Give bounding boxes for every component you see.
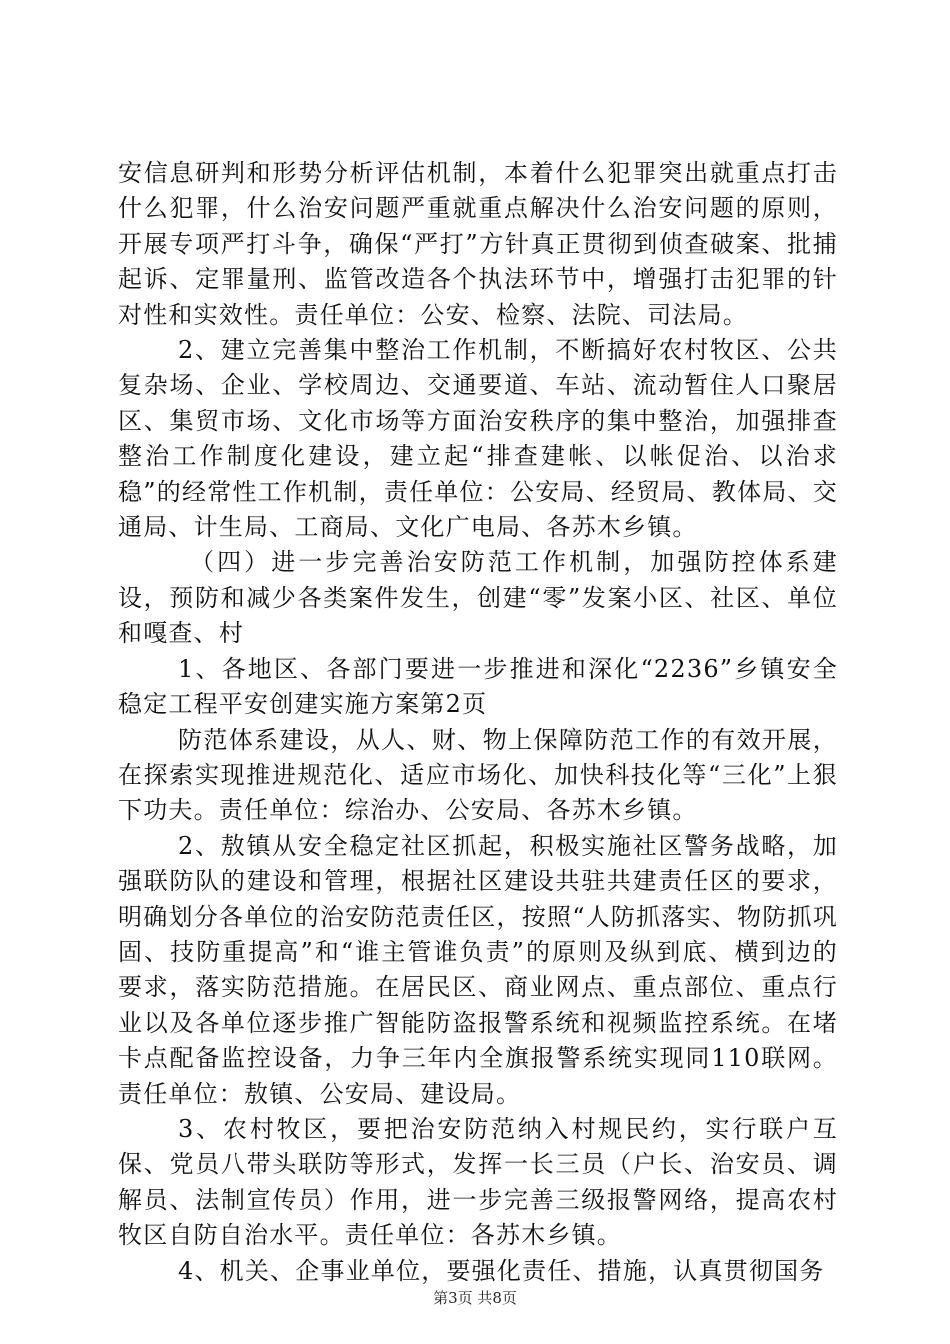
paragraph-prevention-system: 防范体系建设，从人、财、物上保障防范工作的有效开展，在探索实现推进规范化、适应市场化、加快科技化等“三化”上狠下功夫。责任单位：综治办、公安局、各苏木乡镇。	[118, 725, 838, 825]
page-footer: 第3页 共8页	[433, 1289, 517, 1307]
paragraph-item-2-community: 2、敖镇从安全稳定社区抓起，积极实施社区警务战略，加强联防队的建设和管理，根据社区建设共驻共建责任区的要求，明确划分各单位的治安防范责任区，按照“人防抓落实、物防抓巩固、技防重提高”和“谁主管谁负责”的原则及纵到底、横到边的要求，落实防范措施。在居民区、商业网点、重点部位、重点行业以及各单位逐步推广智能防盗报警系统和视频监控系统。在堵卡点配备监控设备，力争三年内全旗报警系统实现同110联网。责任单位：敖镇、公安局、建设局。	[118, 831, 838, 1108]
paragraph-item-2-rectification: 2、建立完善集中整治工作机制，不断搞好农村牧区、公共复杂场、企业、学校周边、交通要道、车站、流动暂住人口聚居区、集贸市场、文化市场等方面治安秩序的集中整治，加强排查整治工作制度化建设，建立起“排查建帐、以帐促治、以治求稳”的经常性工作机制，责任单位：公安局、经贸局、教体局、交通局、计生局、工商局、文化广电局、各苏木乡镇。	[118, 336, 838, 542]
paragraph-item-3-rural: 3、农村牧区，要把治安防范纳入村规民约，实行联户互保、党员八带头联防等形式，发挥一长三员（户长、治安员、调解员、法制宣传员）作用，进一步完善三级报警网络，提高农村牧区自防自治水平。责任单位：各苏木乡镇。	[118, 1114, 838, 1250]
paragraph-continuation: 安信息研判和形势分析评估机制，本着什么犯罪突出就重点打击什么犯罪，什么治安问题严重就重点解决什么治安问题的原则，开展专项严打斗争，确保“严打”方针真正贯彻到侦查破案、批捕起诉、定罪量刑、监管改造各个执法环节中，增强打击犯罪的针对性和实效性。责任单位：公安、检察、法院、司法局。	[118, 159, 838, 329]
paragraph-item-1-departments: 1、各地区、各部门要进一步推进和深化“2236”乡镇安全稳定工程平安创建实施方案第2页	[118, 654, 838, 719]
section-heading-four: （四）进一步完善治安防范工作机制，加强防控体系建设，预防和减少各类案件发生，创建“零”发案小区、社区、单位和嘎查、村	[118, 548, 838, 648]
document-body	[118, 156, 838, 1289]
paragraph-item-4-institutions: 4、机关、企事业单位，要强化责任、措施，认真贯彻国务	[178, 1256, 825, 1285]
